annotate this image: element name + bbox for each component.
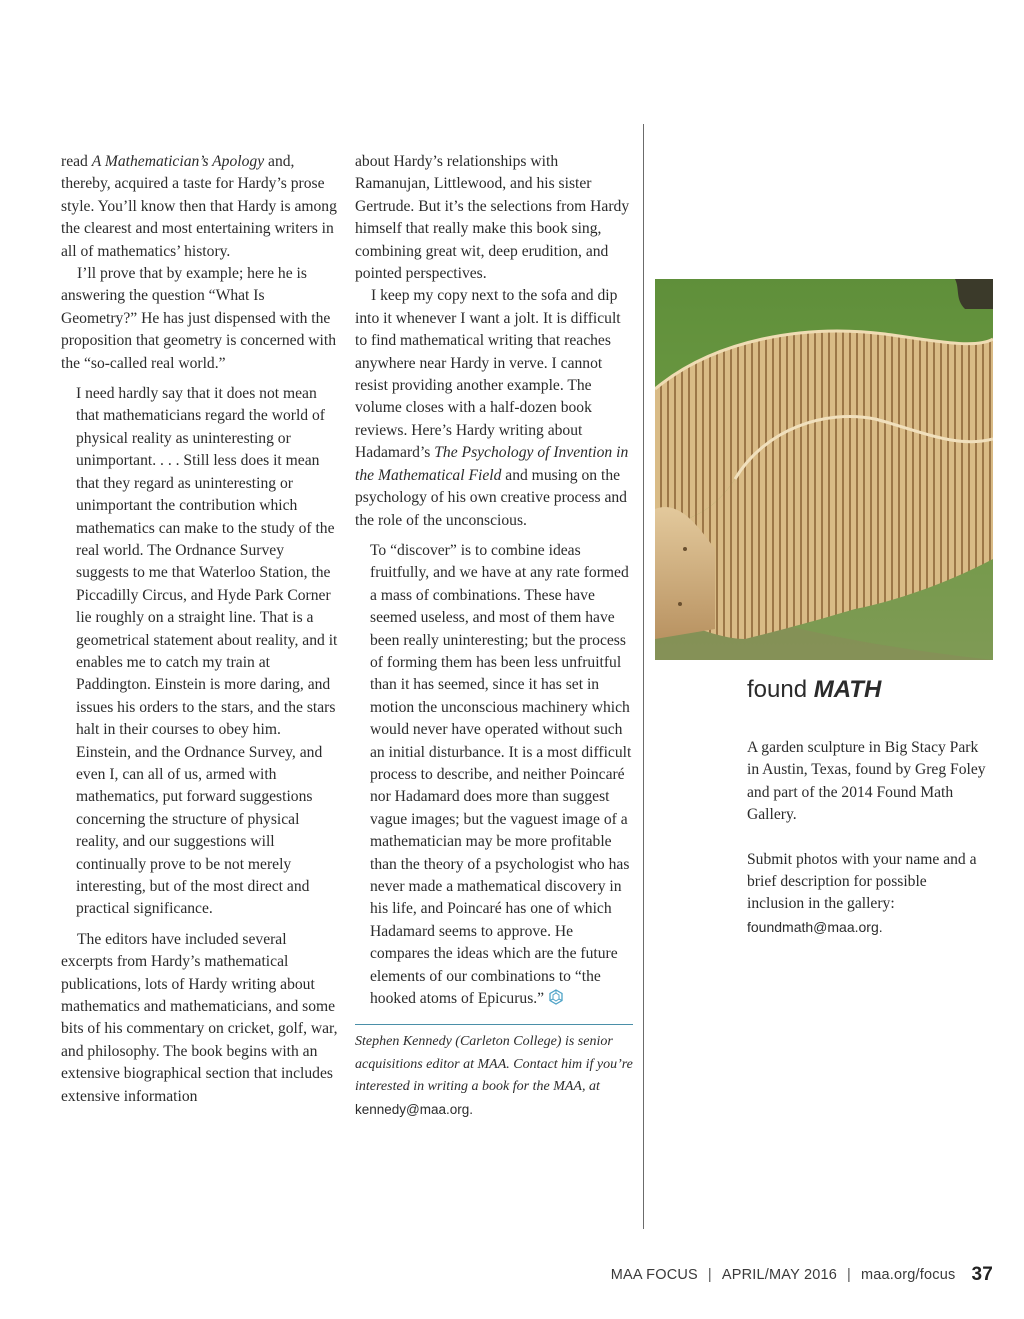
sculpture-image	[655, 279, 993, 660]
column-divider	[643, 124, 644, 1229]
issue-date: APRIL/MAY 2016	[721, 1267, 837, 1283]
sculpture-photo	[655, 279, 993, 660]
book-title: The Psychology of Invention in the Mathematical Field	[355, 444, 629, 484]
separator: |	[847, 1267, 851, 1283]
author-email-link[interactable]: kennedy@maa.org.	[355, 1101, 474, 1117]
separator: |	[707, 1267, 712, 1283]
block-quote: I need hardly say that it does not mean that mathematicians regard the world of physical reality as uninteresting or unimportant. . . . Still less does it mean that they regard as uninteresting or unimportant the contribution which mathematics can make to the study of the real world. The Ordnance Survey suggests to me that Waterloo Station, the Piccadilly Circus, and Hyde Park Corner lie roughly on a straight line. That is a geometrical statement about reality, and it enables me to catch my train at Paddington. Einstein is more daring, and issues his orders to the stars, and the stars halt in their courses to obey him. Einstein, and the Ordnance Survey, and even I, can all of us, armed with mathematics, put forward suggestions concerning the structure of physical reality, and our suggestions will continually prove to be not merely interesting, but of the most direct and practical significance.	[76, 385, 338, 918]
page-number: 37	[971, 1264, 993, 1285]
maa-endmark-icon	[548, 989, 564, 1005]
bio-divider	[355, 1024, 633, 1025]
paragraph: I keep my copy next to the sofa and dip into it whenever I want a jolt. It is difficult to find mathematical writing that reaches anywhere near Hardy in verve. I cannot resist providing another example. The volume closes with a half-dozen book reviews. Here’s Hardy writing about Hadamard’s The Psychology of Invention in the Mathematical Field and musing on the psychology of his own creative process and the role of the unconscious.	[355, 287, 629, 529]
paragraph: The editors have included several excerpts from Hardy’s mathematical publications, lots of Hardy writing about mathematics and mathematicians, and some bits of his commentary on cricket, golf, war, and philosophy. The book begins with an extensive biographical section that includes extensive information	[61, 930, 338, 1105]
photo-caption: A garden sculpture in Big Stacy Park in Austin, Texas, found by Greg Foley and part of the 2014 Found Math Gallery.	[747, 739, 986, 824]
block-quote: To “discover” is to combine ideas fruitfully, and we have at any rate formed a mass of combinations. These have seemed useless, and most of them have been really uninteresting; but the process of forming them has been less unfruitful than it has seemed, since it has set in motion the unconscious machinery which would never have operated without such an initial disturbance. It is a most difficult process to describe, and neither Poincaré nor Hadamard does more than suggest vague images; but the vaguest image of a mathematician may be more profitable than the theory of a psychologist who has never made a mathematical discovery in his life, and Poincaré has one of which Hadamard seems to approve. He compares the ideas which are the future elements of our combinations to “the hooked atoms of Epicurus.”	[370, 541, 632, 1008]
author-bio: Stephen Kennedy (Carleton College) is senior acquisitions editor at MAA. Contact him if you’re interested in writing a book for the MAA, at kennedy@maa.org.	[355, 1034, 633, 1117]
paragraph: about Hardy’s relationships with Ramanujan, Littlewood, and his sister Gertrude. But it’s the selections from Hardy himself that really make this book sing, combining great wit, deep erudition, and pointed perspectives.	[355, 153, 630, 283]
article-column-2	[355, 151, 633, 1122]
submit-instructions: Submit photos with your name and a brief description for possible inclusion in the gallery: foundmath@maa.org.	[747, 850, 977, 935]
publication-name: MAA FOCUS	[610, 1267, 698, 1283]
paragraph: I’ll prove that by example; here he is answering the question “What Is Geometry?” He has just dispensed with the proposition that geometry is concerned with the “so-called real world.”	[61, 265, 336, 372]
article-column-1	[61, 151, 339, 1108]
found-math-title: found MATH	[747, 676, 882, 703]
book-title: A Mathematician’s Apology	[91, 153, 265, 170]
found-math-sidebar	[747, 737, 987, 961]
site-url[interactable]: maa.org/focus	[860, 1267, 956, 1283]
page-footer	[611, 1264, 993, 1286]
submit-email-link[interactable]: foundmath@maa.org.	[747, 918, 883, 935]
paragraph: read A Mathematician’s Apology and, thereby, acquired a taste for Hardy’s prose style. You’ll know then that Hardy is among the clearest and most entertaining writers in all of mathematics’ history.	[61, 153, 337, 260]
